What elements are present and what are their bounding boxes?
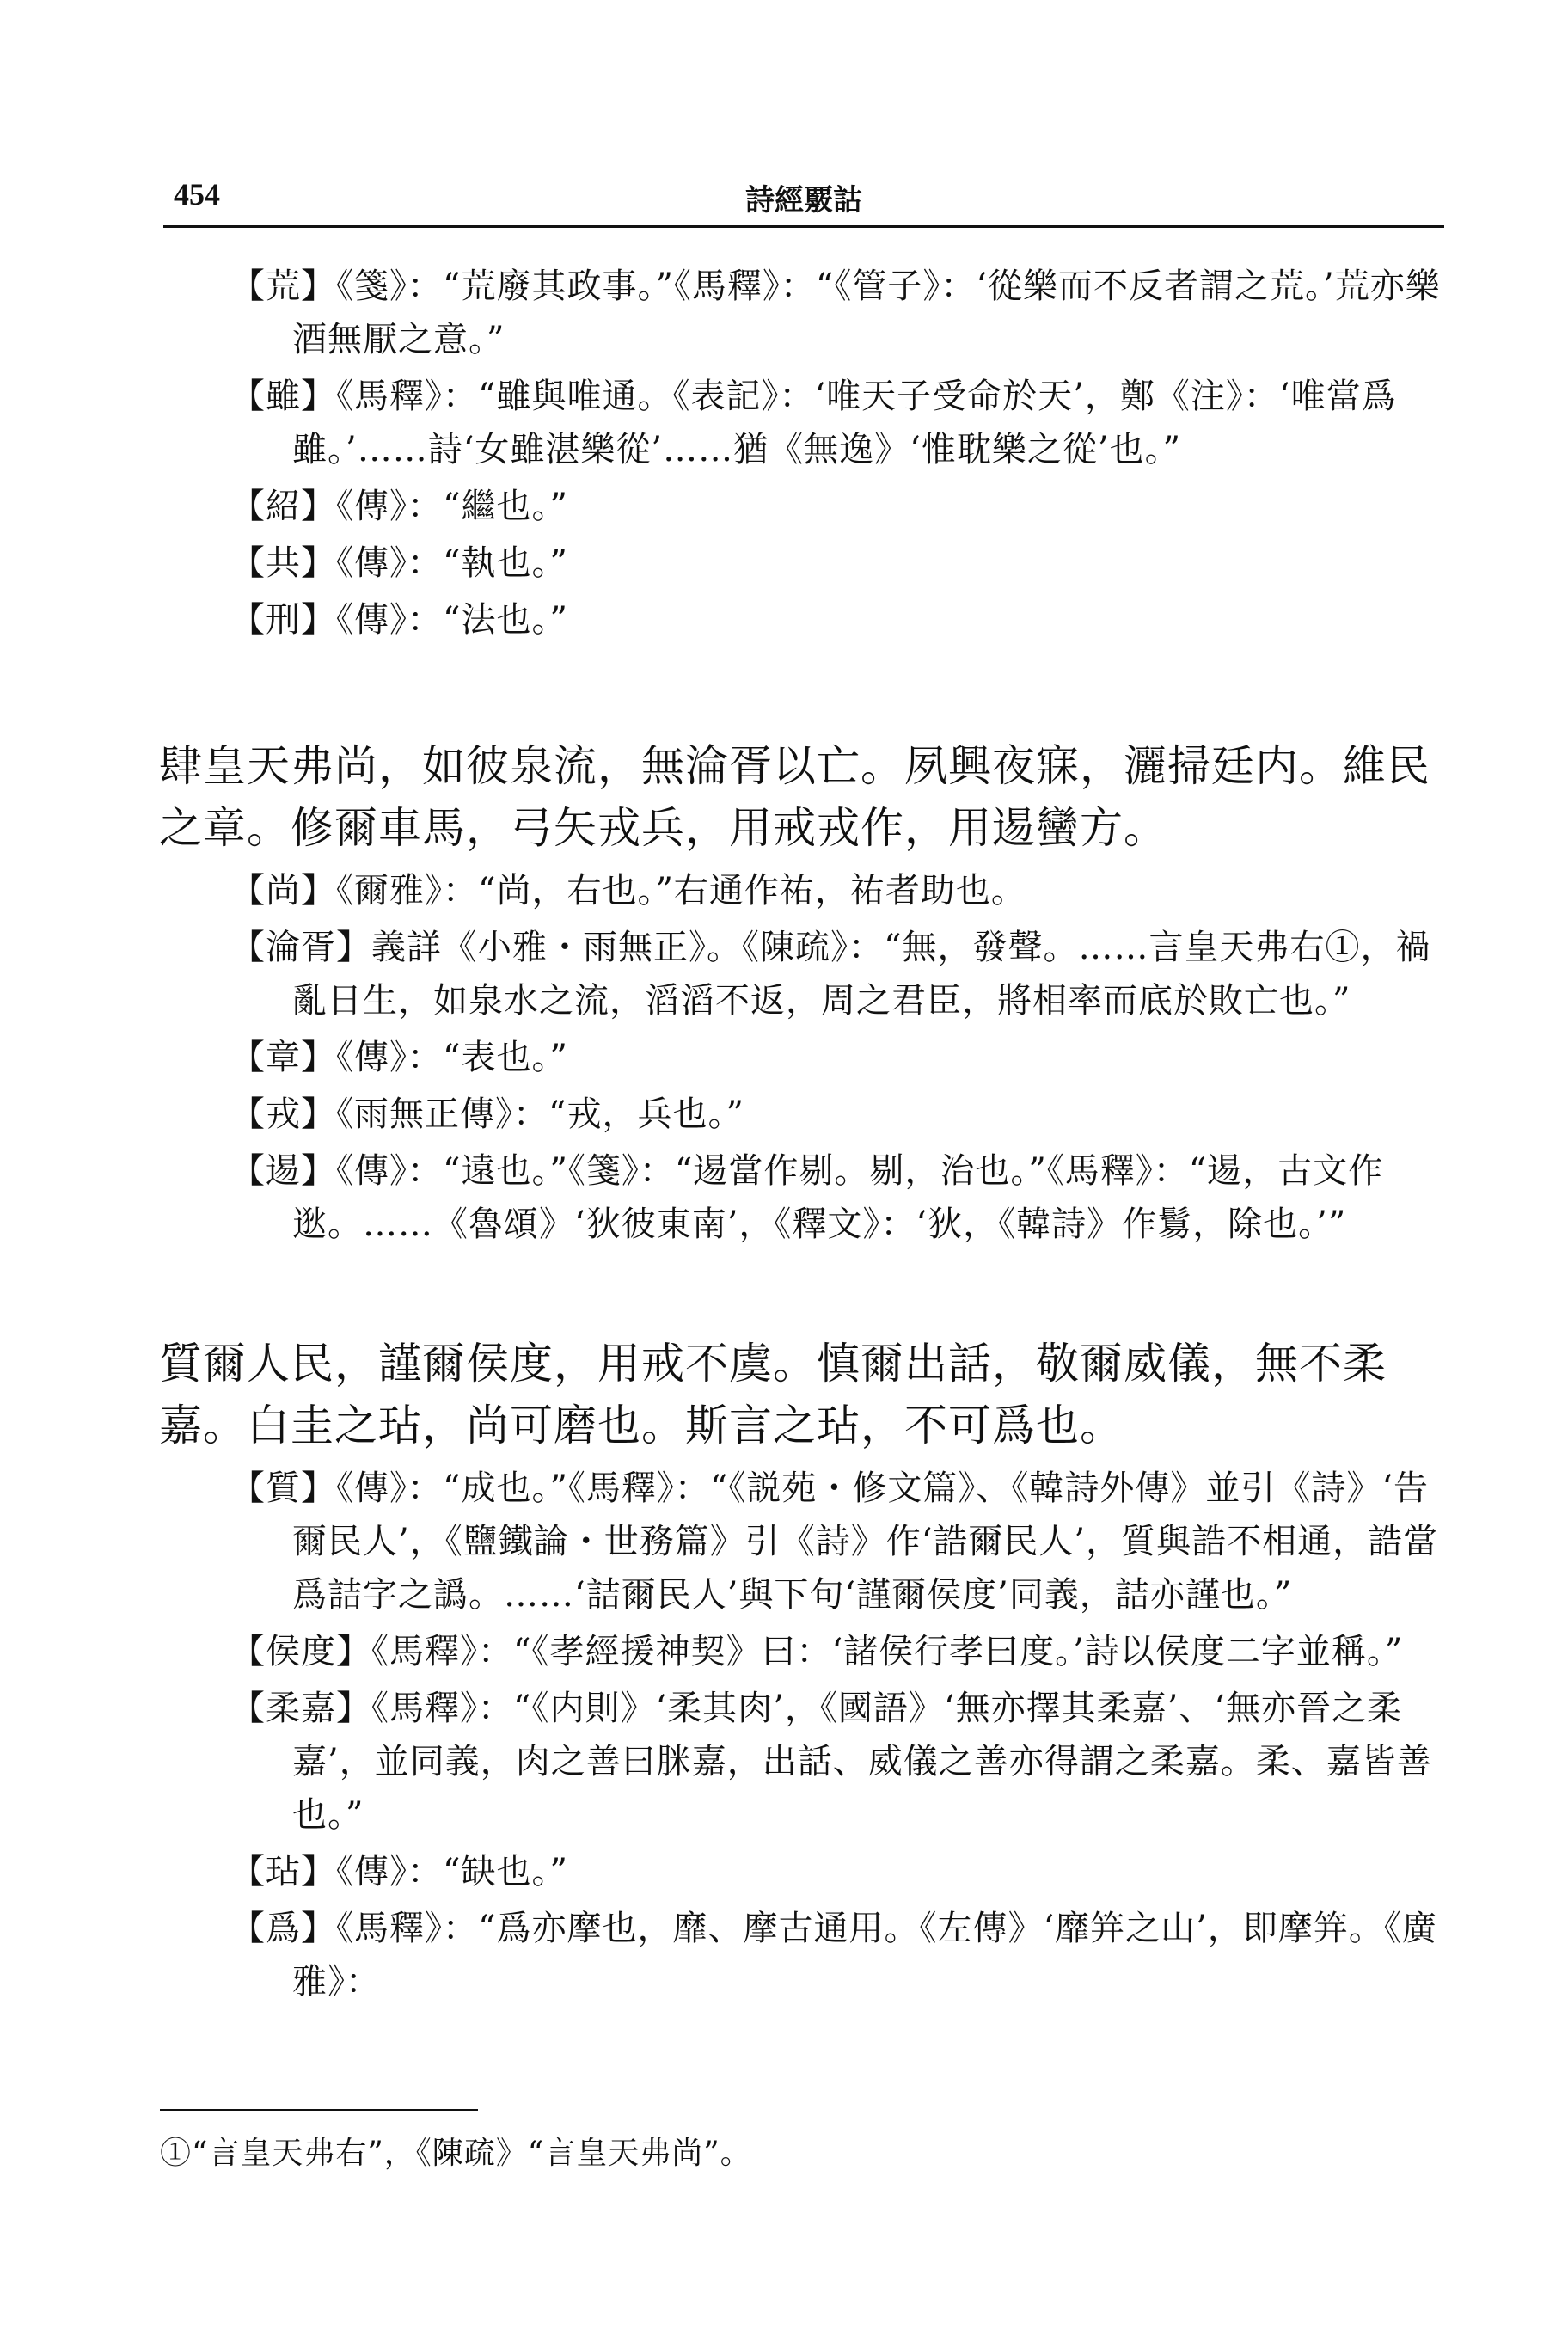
note-zhang: 【章】《傳》：“表也。” (230, 1038, 568, 1077)
page-number: 454 (174, 177, 220, 212)
verse-section-3 (0, 1333, 1568, 2008)
verse-stanza-3: 質爾人民，謹爾侯度，用戒不虞。慎爾出話，敬爾威儀，無不柔嘉。白圭之玷，尚可磨也。斯言之玷，不可爲也。 (159, 1339, 1387, 1450)
note-shao: 【紹】《傳》：“繼也。” (230, 487, 568, 526)
note-xing: 【刑】《傳》：“法也。” (230, 600, 568, 640)
note-roujia: 【柔嘉】《馬釋》：“《内則》‘柔其肉’，《國語》‘無亦擇其柔嘉’、‘無亦晉之柔嘉’，並同義，肉之善曰脒嘉，出話、威儀之善亦得謂之柔嘉。柔、嘉皆善也。” (230, 1689, 1432, 1835)
note-lunxu: 【淪胥】義詳《小雅・雨無正》。《陳疏》：“無，發聲。……言皇天弗右①，禍亂日生，如泉水之流，滔滔不返，周之君臣，將相率而底於敗亡也。” (230, 928, 1431, 1021)
note-huang: 【荒】《箋》：“荒廢其政事。”《馬釋》：“《管子》：‘從樂而不反者謂之荒。’荒亦樂酒無厭之意。” (230, 267, 1441, 359)
page-header (163, 176, 1444, 224)
note-ti: 【逷】《傳》：“遠也。”《箋》：“逷當作剔。剔，治也。”《馬釋》：“逷，古文作逖。……《魯頌》‘狄彼東南’，《釋文》：‘狄，《韓詩》作鬄，除也。’” (230, 1151, 1384, 1244)
note-houdu: 【侯度】《馬釋》：“《孝經援神契》曰：‘諸侯行孝曰度。’詩以侯度二字並稱。” (230, 1632, 1404, 1671)
footnote: ①“言皇天弗右”，《陳疏》“言皇天弗尚”。 (160, 2136, 752, 2171)
verse-stanza-2: 肆皇天弗尚，如彼泉流，無淪胥以亡。夙興夜寐，灑掃廷内。維民之章。修爾車馬，弓矢戎兵，用戒戎作，用逷蠻方。 (159, 741, 1430, 853)
book-title: 詩經覈詁 (745, 183, 862, 218)
verse-section-2 (0, 735, 1568, 1251)
note-dian: 【玷】《傳》：“缺也。” (230, 1852, 568, 1891)
note-zhi: 【質】《傳》：“成也。”《馬釋》：“《説苑・修文篇》、《韓詩外傳》並引《詩》‘告爾民人’，《鹽鐵論・世務篇》引《詩》作‘誥爾民人’，質與誥不相通，誥當爲詰字之譌。……‘詰爾民人’與下句‘謹爾侯度’同義，詰亦謹也。” (230, 1468, 1439, 1615)
note-gong: 【共】《傳》：“執也。” (230, 543, 568, 583)
notes-section-1 (0, 260, 1568, 647)
note-wei: 【爲】《馬釋》：“爲亦摩也，靡、摩古通用。《左傳》‘靡笄之山’，即摩笄。《廣雅》： (230, 1909, 1437, 2002)
footnote-rule (160, 2109, 478, 2111)
note-sui: 【雖】《馬釋》：“雖與唯通。《表記》：‘唯天子受命於天’，鄭《注》：‘唯當爲雖。’……詩‘女雖湛樂從’……猶《無逸》‘惟耽樂之從’也。” (230, 377, 1397, 469)
note-rong: 【戎】《雨無正傳》：“戎，兵也。” (230, 1094, 744, 1134)
note-shang: 【尚】《爾雅》：“尚，右也。”右通作祐，祐者助也。 (230, 871, 1026, 910)
header-rule (163, 225, 1444, 228)
